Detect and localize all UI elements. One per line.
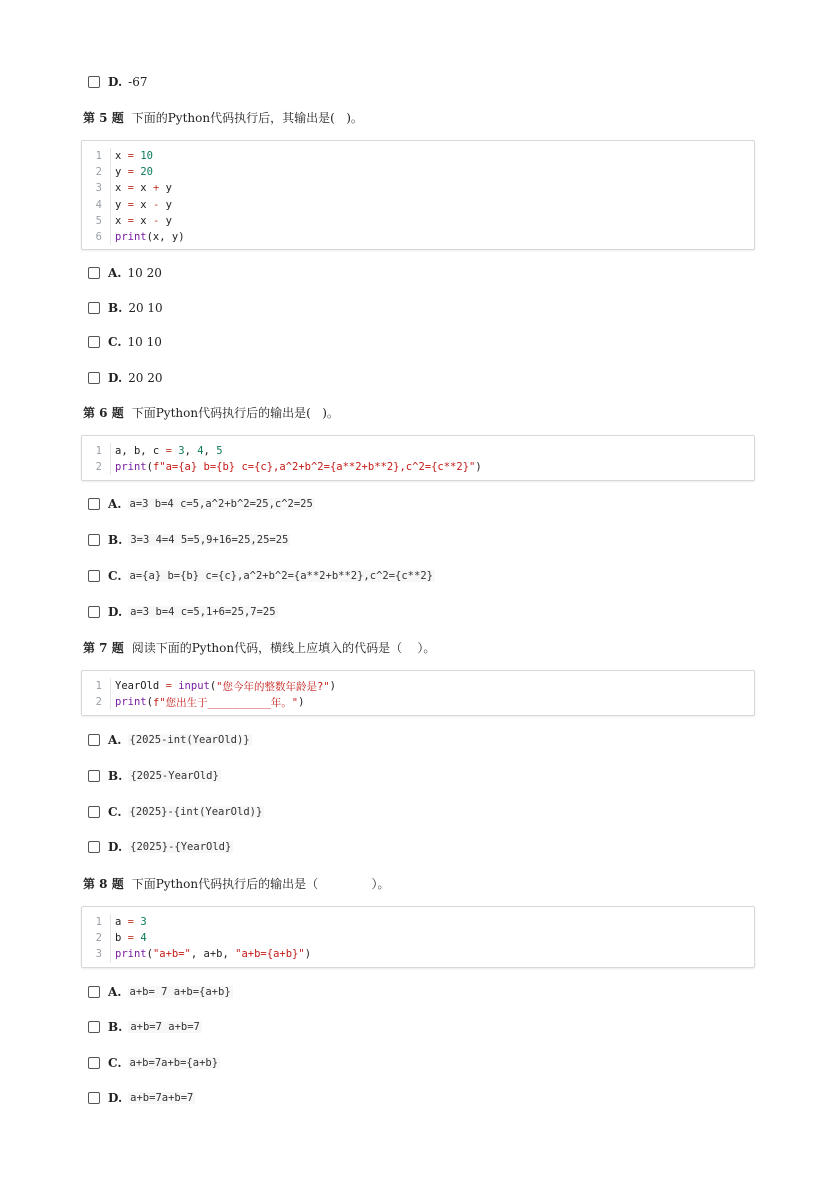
option-label: B.: [108, 1020, 123, 1034]
option-checkbox[interactable]: [88, 770, 100, 782]
code-line: [82, 443, 482, 459]
code-line: [82, 164, 185, 180]
option-checkbox[interactable]: [88, 1021, 100, 1033]
option-row[interactable]: [88, 1090, 195, 1106]
option-label: A.: [108, 497, 122, 511]
option-row[interactable]: [88, 300, 163, 316]
code-token: print: [115, 231, 147, 244]
question-number: 第 6 题: [83, 406, 124, 420]
code-line: [82, 694, 336, 710]
code-token: +: [152, 182, 160, 195]
option-label: B.: [108, 533, 123, 547]
gutter-divider: [110, 694, 111, 710]
code-token: (x, y): [146, 231, 185, 244]
code-token: (: [146, 461, 153, 474]
code-token: =: [127, 198, 134, 211]
option-text: 3=3 4=4 5=5,9+16=25,25=25: [130, 534, 289, 546]
option-checkbox[interactable]: [88, 498, 100, 510]
option-text: 20 10: [128, 301, 163, 315]
code-token: f"a={a} b={b} c={c},a^2+b^2={a**2+b**2},c^2={c**2}": [152, 461, 476, 474]
option-text: a+b=7a+b={a+b}: [129, 1057, 219, 1069]
code-token: ): [475, 461, 482, 474]
code-token: y: [115, 198, 128, 211]
option-checkbox[interactable]: [88, 534, 100, 546]
option-checkbox[interactable]: [88, 1057, 100, 1069]
option-text: 10 10: [127, 335, 162, 349]
question-number: 第 5 题: [83, 111, 124, 125]
code-token: ): [329, 680, 336, 693]
line-number: 1: [95, 445, 102, 458]
code-token: x: [133, 182, 153, 195]
code-block: [81, 670, 755, 716]
option-checkbox[interactable]: [88, 841, 100, 853]
code-token: "a+b={a+b}": [235, 948, 305, 961]
code-line: [82, 148, 185, 164]
option-text: {2025-int(YearOld)}: [129, 734, 250, 746]
line-number: 1: [95, 150, 102, 163]
option-row[interactable]: [88, 604, 278, 620]
line-number: 4: [95, 198, 102, 211]
gutter-divider: [110, 148, 111, 164]
line-number: 2: [95, 461, 102, 474]
option-checkbox[interactable]: [88, 1092, 100, 1104]
line-number: 2: [95, 932, 102, 945]
line-number: 2: [95, 696, 102, 709]
code-line: [82, 946, 311, 962]
option-row[interactable]: [88, 1055, 220, 1071]
option-label: A.: [108, 733, 122, 747]
code-token: =: [165, 445, 172, 458]
code-token: 4: [140, 932, 147, 945]
code-lines: [82, 914, 311, 963]
option-row[interactable]: [88, 532, 290, 548]
gutter-divider: [110, 930, 111, 946]
code-token: y: [159, 214, 172, 227]
code-token: 3: [178, 445, 185, 458]
gutter-divider: [110, 229, 111, 245]
option-checkbox[interactable]: [88, 806, 100, 818]
question-prompt: 下面Python代码执行后的输出是( )。: [131, 406, 339, 420]
question-title: [83, 875, 389, 892]
code-token: a, b, c: [115, 445, 166, 458]
code-token: x: [115, 182, 128, 195]
line-number: 1: [95, 680, 102, 693]
line-number: 6: [95, 231, 102, 244]
option-label: C.: [108, 1056, 122, 1070]
question-number: 第 7 题: [83, 641, 124, 655]
code-token: , a+b,: [190, 948, 236, 961]
option-text: {2025}-{YearOld}: [130, 841, 232, 853]
option-row[interactable]: [88, 496, 315, 512]
option-text: a+b=7 a+b=7: [130, 1021, 200, 1033]
code-line: [82, 678, 336, 694]
code-token: 20: [140, 166, 153, 179]
code-token: a: [115, 916, 128, 929]
option-checkbox[interactable]: [88, 986, 100, 998]
code-token: ,: [203, 445, 217, 458]
code-token: "a+b=": [152, 948, 191, 961]
code-token: "您今年的整数年龄是?": [216, 680, 330, 693]
code-token: 3: [140, 916, 147, 929]
option-checkbox[interactable]: [88, 734, 100, 746]
option-text: a+b=7a+b=7: [130, 1092, 194, 1104]
code-token: x: [115, 214, 128, 227]
code-token: print: [115, 948, 147, 961]
gutter-divider: [110, 164, 111, 180]
question-prompt: 阅读下面的Python代码，横线上应填入的代码是（ ）。: [131, 641, 436, 655]
option-label: C.: [108, 569, 122, 583]
code-token: =: [127, 150, 134, 163]
option-text: a=3 b=4 c=5,1+6=25,7=25: [130, 606, 276, 618]
code-lines: [82, 678, 336, 710]
option-checkbox[interactable]: [88, 372, 100, 384]
code-token: =: [165, 680, 172, 693]
option-label: A.: [108, 266, 122, 280]
code-token: b: [115, 932, 128, 945]
option-checkbox[interactable]: [88, 302, 100, 314]
code-line: [82, 180, 185, 196]
option-checkbox[interactable]: [88, 336, 100, 348]
option-label: D.: [108, 1091, 123, 1105]
option-row[interactable]: [88, 1019, 202, 1035]
code-token: 4: [197, 445, 204, 458]
code-line: [82, 197, 185, 213]
code-token: ): [298, 696, 305, 709]
gutter-divider: [110, 459, 111, 475]
question-title: [83, 404, 339, 421]
code-token: f"您出生于__________年。": [152, 696, 299, 709]
code-line: [82, 914, 311, 930]
option-label: B.: [108, 769, 123, 783]
option-label: D.: [108, 75, 123, 89]
option-label: C.: [108, 805, 122, 819]
option-row[interactable]: [88, 984, 233, 1000]
code-line: [82, 930, 311, 946]
option-label: A.: [108, 985, 122, 999]
line-number: 2: [95, 166, 102, 179]
code-token: =: [127, 916, 134, 929]
code-token: x: [115, 150, 128, 163]
gutter-divider: [110, 946, 111, 962]
option-row[interactable]: [88, 334, 162, 350]
line-number: 3: [95, 182, 102, 195]
code-block: [81, 435, 755, 481]
code-token: -: [152, 198, 160, 211]
option-text: a=3 b=4 c=5,a^2+b^2=25,c^2=25: [129, 498, 313, 510]
code-token: ): [304, 948, 312, 961]
code-token: -: [152, 214, 160, 227]
code-token: print: [115, 696, 147, 709]
option-row[interactable]: [88, 265, 162, 281]
code-line: [82, 229, 185, 245]
line-number: 5: [95, 214, 102, 227]
option-checkbox[interactable]: [88, 606, 100, 618]
code-token: (: [209, 680, 217, 693]
code-token: =: [127, 932, 134, 945]
option-text: 10 20: [127, 266, 162, 280]
option-checkbox[interactable]: [88, 76, 100, 88]
code-token: 10: [140, 150, 153, 163]
code-token: x: [133, 198, 153, 211]
question-number: 第 8 题: [83, 877, 124, 891]
line-number: 3: [95, 948, 102, 961]
line-number: 1: [95, 916, 102, 929]
option-text: a+b= 7 a+b={a+b}: [129, 986, 231, 998]
option-text: {2025}-{int(YearOld)}: [129, 806, 263, 818]
option-row[interactable]: [88, 370, 163, 386]
option-label: D.: [108, 840, 123, 854]
code-token: =: [127, 166, 134, 179]
option-row[interactable]: [88, 568, 435, 584]
question-title: [83, 109, 363, 126]
code-token: (: [146, 948, 153, 961]
option-label: D.: [108, 605, 123, 619]
code-lines: [82, 443, 482, 475]
option-text: -67: [128, 75, 148, 89]
code-block: [81, 906, 755, 968]
question-prompt: 下面的Python代码执行后，其输出是( )。: [131, 111, 363, 125]
code-token: x: [133, 214, 153, 227]
option-text: 20 20: [128, 371, 163, 385]
question-title: [83, 639, 435, 656]
gutter-divider: [110, 180, 111, 196]
code-token: =: [127, 182, 134, 195]
option-label: D.: [108, 371, 123, 385]
code-token: y: [159, 182, 172, 195]
code-token: YearOld: [115, 680, 166, 693]
code-token: print: [115, 461, 147, 474]
code-token: y: [159, 198, 172, 211]
option-row[interactable]: [88, 732, 252, 748]
code-line: [82, 459, 482, 475]
option-checkbox[interactable]: [88, 570, 100, 582]
gutter-divider: [110, 914, 111, 930]
option-row[interactable]: [88, 839, 233, 855]
option-row[interactable]: [88, 74, 147, 90]
code-block: [81, 140, 755, 250]
code-line: [82, 213, 185, 229]
option-row[interactable]: [88, 768, 221, 784]
gutter-divider: [110, 213, 111, 229]
code-token: input: [178, 680, 210, 693]
code-token: =: [127, 214, 134, 227]
question-prompt: 下面Python代码执行后的输出是（ ）。: [131, 877, 390, 891]
option-row[interactable]: [88, 804, 264, 820]
option-checkbox[interactable]: [88, 267, 100, 279]
code-token: (: [146, 696, 153, 709]
code-token: y: [115, 166, 128, 179]
option-text: {2025-YearOld}: [130, 770, 219, 782]
gutter-divider: [110, 197, 111, 213]
code-token: ,: [184, 445, 198, 458]
gutter-divider: [110, 678, 111, 694]
option-text: a={a} b={b} c={c},a^2+b^2={a**2+b**2},c^2={c**2}: [129, 570, 433, 582]
code-lines: [82, 148, 185, 245]
code-token: 5: [216, 445, 223, 458]
option-label: B.: [108, 301, 123, 315]
option-label: C.: [108, 335, 122, 349]
gutter-divider: [110, 443, 111, 459]
